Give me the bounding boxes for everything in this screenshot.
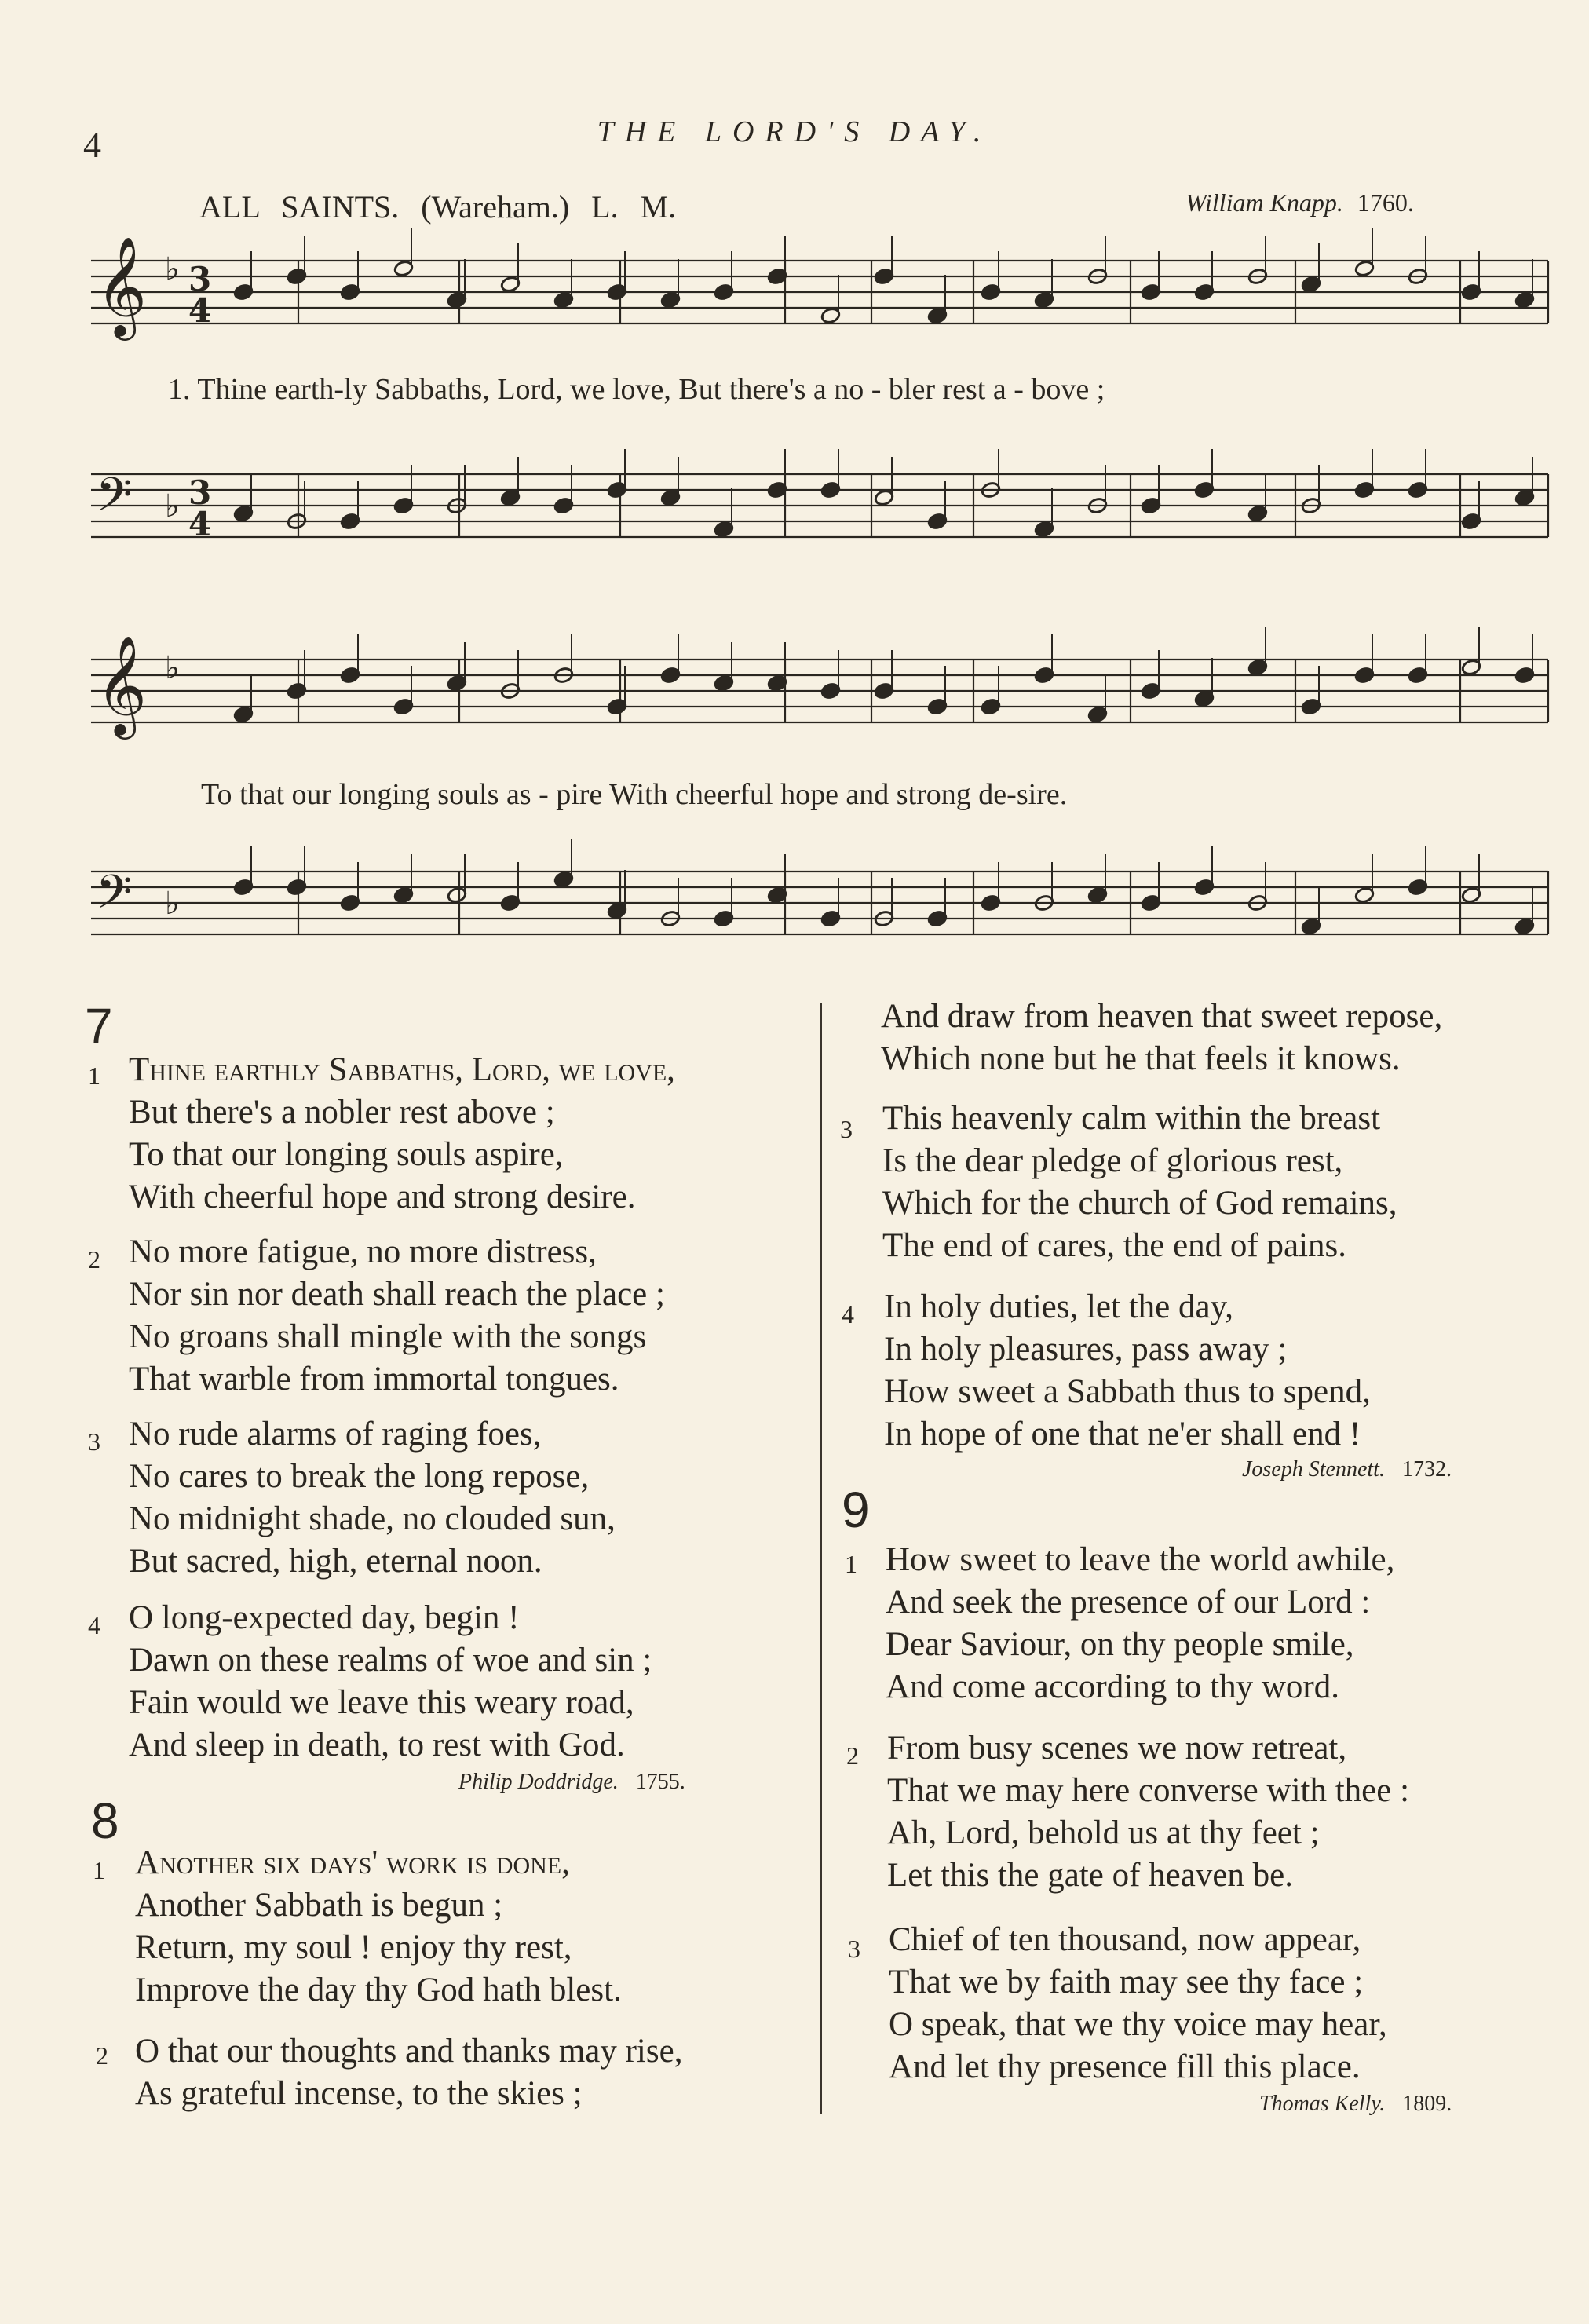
verse-line: No cares to break the long repose, [129, 1458, 590, 1495]
verse-line: To that our longing souls aspire, [129, 1136, 564, 1173]
flat-key-signature-icon: ♭ [165, 251, 180, 287]
verse-line: And let thy presence fill this place. [889, 2048, 1361, 2085]
tune-composer-name: William Knapp. [1185, 188, 1343, 217]
hymn-number: 7 [85, 998, 113, 1054]
stanza-number: 2 [96, 2041, 108, 2070]
author-year: 1732. [1401, 1457, 1452, 1482]
verse-line: As grateful incense, to the skies ; [135, 2075, 583, 2112]
verse-line: From busy scenes we now retreat, [887, 1730, 1347, 1767]
verse-line: How sweet a Sabbath thus to spend, [884, 1373, 1371, 1410]
flat-key-signature-icon: ♭ [165, 488, 180, 524]
time-signature-bottom: 4 [188, 291, 212, 330]
music-score [0, 0, 1589, 989]
stanza-number: 2 [88, 1245, 100, 1273]
time-signature-top: 3 [188, 260, 212, 298]
stanza-number: 4 [842, 1300, 854, 1328]
page-number: 4 [83, 125, 101, 165]
hymn-author [1259, 2092, 1452, 2117]
hymn-number: 9 [842, 1482, 870, 1538]
verse-line: How sweet to leave the world awhile, [886, 1541, 1395, 1578]
time-signature-bottom: 4 [188, 505, 212, 543]
verse-line: Thine earthly Sabbaths, Lord, we love, [129, 1051, 675, 1088]
treble-clef-icon: 𝄞 [96, 634, 148, 735]
verse-line: O long-expected day, begin ! [129, 1599, 520, 1636]
staff-lines [91, 261, 1548, 934]
verse-line: Dawn on these realms of woe and sin ; [129, 1642, 652, 1679]
verse-line: Ah, Lord, behold us at thy feet ; [887, 1814, 1320, 1851]
verse-line: In hope of one that ne'er shall end ! [884, 1416, 1361, 1452]
author-name: Thomas Kelly. [1259, 2092, 1386, 2116]
verse-line: That warble from immortal tongues. [129, 1361, 619, 1398]
verse-line: But there's a nobler rest above ; [129, 1094, 555, 1131]
stanza-number: 1 [88, 1062, 100, 1090]
tune-heading: ALL SAINTS. (Wareham.) L. M. [199, 189, 677, 225]
verse-line: Is the dear pledge of glorious rest, [882, 1142, 1343, 1179]
verse-line: In holy duties, let the day, [884, 1288, 1234, 1325]
verse-line: But sacred, high, eternal noon. [129, 1543, 542, 1580]
lyrics-system-1: 1. Thine earth-ly Sabbaths, Lord, we love, But there's a no - bler rest a - bove ; [168, 373, 1105, 406]
verse-line: Chief of ten thousand, now appear, [889, 1921, 1361, 1958]
flat-key-signature-icon: ♭ [165, 650, 180, 686]
verse-line: Which for the church of God remains, [882, 1185, 1397, 1222]
verse-line: This heavenly calm within the breast [882, 1100, 1381, 1137]
verse-line: That we may here converse with thee : [887, 1772, 1410, 1809]
author-name: Philip Doddridge. [458, 1770, 619, 1794]
author-name: Joseph Stennett. [1242, 1457, 1385, 1482]
verse-line: Let this the gate of heaven be. [887, 1857, 1293, 1894]
notes [233, 228, 1535, 935]
verse-line: No groans shall mingle with the songs [129, 1318, 647, 1355]
verse-line: With cheerful hope and strong desire. [129, 1178, 636, 1215]
lyrics-system-2: To that our longing souls as - pire With cheerful hope and strong de-sire. [201, 778, 1068, 811]
verse-line: Nor sin nor death shall reach the place ; [129, 1276, 665, 1313]
hymn-author [458, 1770, 685, 1795]
verse-line: And seek the presence of our Lord : [886, 1584, 1371, 1621]
treble-clef-icon: 𝄞 [96, 236, 148, 336]
bass-clef-icon: 𝄢 [96, 467, 133, 533]
running-title: THE LORD'S DAY. [597, 115, 992, 148]
hymn-author [1242, 1457, 1452, 1482]
verse-line: And come according to thy word. [886, 1668, 1339, 1705]
hymn-number: 8 [91, 1792, 119, 1849]
stanza-number: 4 [88, 1611, 100, 1639]
stanza-number: 1 [93, 1856, 105, 1884]
stanza-number: 2 [846, 1741, 859, 1770]
column-divider [820, 1003, 822, 2114]
verse-line: That we by faith may see thy face ; [889, 1964, 1364, 2001]
verse-line: Which none but he that feels it knows. [881, 1040, 1401, 1077]
verse-line: No midnight shade, no clouded sun, [129, 1500, 616, 1537]
author-year: 1809. [1402, 2092, 1452, 2116]
verse-line: And draw from heaven that sweet repose, [881, 998, 1443, 1035]
stanza-number: 3 [840, 1115, 853, 1143]
verse-line: No rude alarms of raging foes, [129, 1416, 542, 1452]
verse-line: The end of cares, the end of pains. [882, 1227, 1347, 1264]
flat-key-signature-icon: ♭ [165, 886, 180, 922]
verse-line: Dear Saviour, on thy people smile, [886, 1626, 1354, 1663]
stanza-number: 3 [88, 1427, 100, 1456]
verse-line: Fain would we leave this weary road, [129, 1684, 634, 1721]
verse-line: O that our thoughts and thanks may rise, [135, 2033, 683, 2070]
verse-line: In holy pleasures, pass away ; [884, 1331, 1288, 1368]
verse-line: No more fatigue, no more distress, [129, 1233, 597, 1270]
clefs [96, 236, 211, 930]
stanza-number: 3 [848, 1935, 860, 1963]
verse-line: Another Sabbath is begun ; [135, 1887, 503, 1924]
verse-line: Improve the day thy God hath blest. [135, 1971, 622, 2008]
author-year: 1755. [635, 1770, 685, 1794]
bass-clef-icon: 𝄢 [96, 864, 133, 930]
verse-line: And sleep in death, to rest with God. [129, 1727, 625, 1763]
tune-composer-year: 1760. [1357, 188, 1414, 217]
verse-line: O speak, that we thy voice may hear, [889, 2006, 1387, 2043]
time-signature-top: 3 [188, 473, 212, 512]
verse-line: Return, my soul ! enjoy thy rest, [135, 1929, 572, 1966]
stanza-number: 1 [845, 1550, 857, 1578]
verse-line: Another six days' work is done, [135, 1844, 570, 1881]
